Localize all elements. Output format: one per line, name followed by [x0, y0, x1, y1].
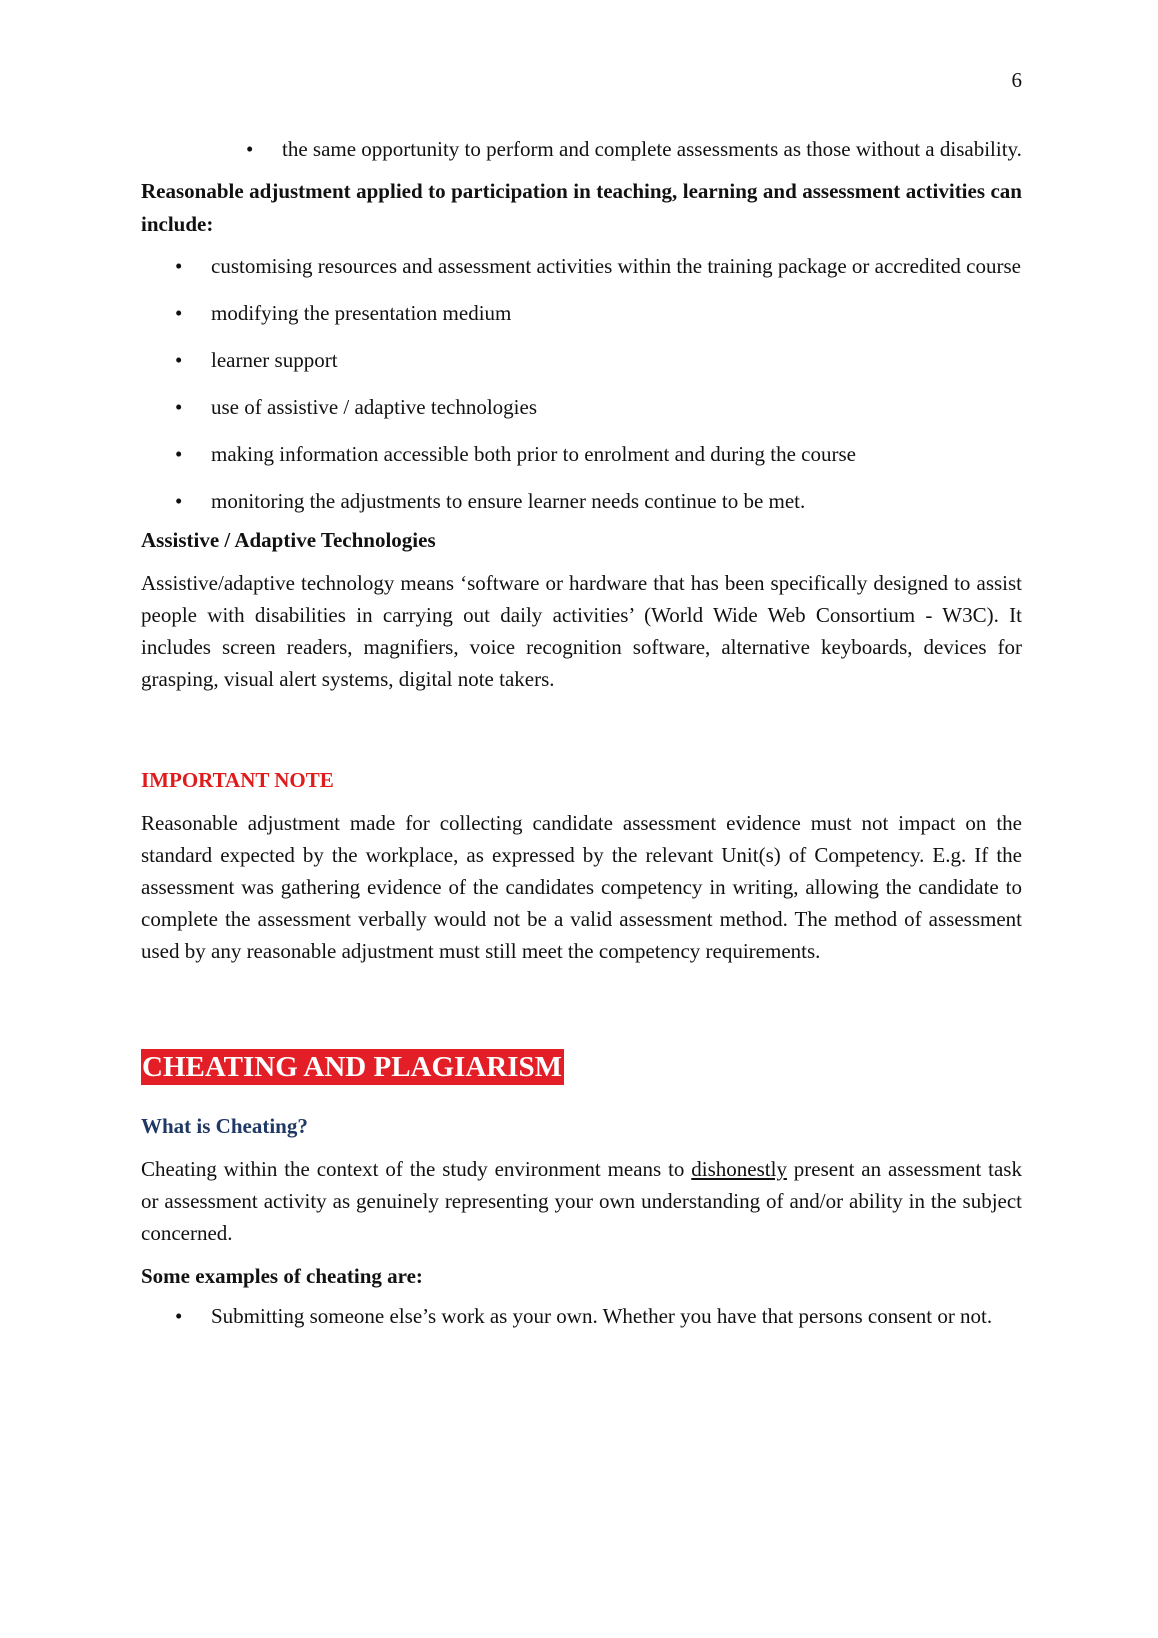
bullet-icon: •: [175, 348, 183, 372]
list-item: [175, 1303, 1022, 1330]
document-body: [141, 136, 1022, 1340]
adjustments-heading: Reasonable adjustment applied to participation in teaching, learning and assessment activities can include:: [141, 179, 1022, 236]
cheating-definition-underlined: dishonestly: [691, 1157, 787, 1181]
list-item-text: learner support: [211, 348, 338, 372]
list-item: [175, 441, 1022, 468]
bullet-icon: •: [246, 137, 254, 161]
list-item: [246, 136, 1022, 163]
list-item-text: Submitting someone else’s work as your own. Whether you have that persons consent or not.: [211, 1304, 993, 1328]
list-item-text: making information accessible both prior to enrolment and during the course: [211, 442, 856, 466]
intro-bullet-list: [141, 136, 1022, 163]
list-item: [175, 253, 1022, 280]
assistive-technologies-paragraph: Assistive/adaptive technology means ‘software or hardware that has been specifically designed to assist people with disabilities in carrying out daily activities’ (World Wide Web Consortium - W3C). It includes screen readers, magnifiers, voice recognition software, alternative keyboards, devices for grasping, visual alert systems, digital note takers.: [141, 571, 1022, 691]
list-item: [175, 300, 1022, 327]
adjustments-list: [141, 253, 1022, 515]
bullet-icon: •: [175, 489, 183, 513]
cheating-definition-start: Cheating within the context of the study environment means to: [141, 1157, 692, 1181]
bullet-icon: •: [175, 254, 183, 278]
assistive-technologies-heading: Assistive / Adaptive Technologies: [141, 528, 436, 552]
bullet-icon: •: [175, 1304, 183, 1328]
list-item-text: modifying the presentation medium: [211, 301, 512, 325]
cheating-definition-paragraph: [141, 1153, 1022, 1249]
list-item: [175, 347, 1022, 374]
cheating-definition-end: present an assessment task or assessment activity as genuinely representing your own understanding of and/or ability in the subject concerned.: [141, 1157, 1022, 1245]
bullet-icon: •: [175, 301, 183, 325]
page-number: 6: [1011, 68, 1022, 92]
important-note-heading: IMPORTANT NOTE: [141, 768, 334, 792]
list-item-text: the same opportunity to perform and complete assessments as those without a disability.: [282, 137, 1022, 161]
important-note-paragraph: Reasonable adjustment made for collecting candidate assessment evidence must not impact on the standard expected by the workplace, as expressed by the relevant Unit(s) of Competency. E.g. If the assessment was gathering evidence of the candidates competency in writing, allowing the candidate to complete the assessment verbally would not be a valid assessment method. The method of assessment used by any reasonable adjustment must still meet the competency requirements.: [141, 811, 1022, 963]
cheating-examples-list: [141, 1303, 1022, 1330]
list-item-text: customising resources and assessment activities within the training package or accredited course: [211, 254, 1021, 278]
list-item-text: monitoring the adjustments to ensure learner needs continue to be met.: [211, 489, 806, 513]
bullet-icon: •: [175, 395, 183, 419]
list-item: [175, 394, 1022, 421]
what-is-cheating-heading: What is Cheating?: [141, 1114, 308, 1138]
list-item-text: use of assistive / adaptive technologies: [211, 395, 538, 419]
list-item: [175, 488, 1022, 515]
cheating-plagiarism-banner: CHEATING AND PLAGIARISM: [142, 1051, 563, 1083]
bullet-icon: •: [175, 442, 183, 466]
cheating-examples-heading: Some examples of cheating are:: [141, 1264, 423, 1288]
